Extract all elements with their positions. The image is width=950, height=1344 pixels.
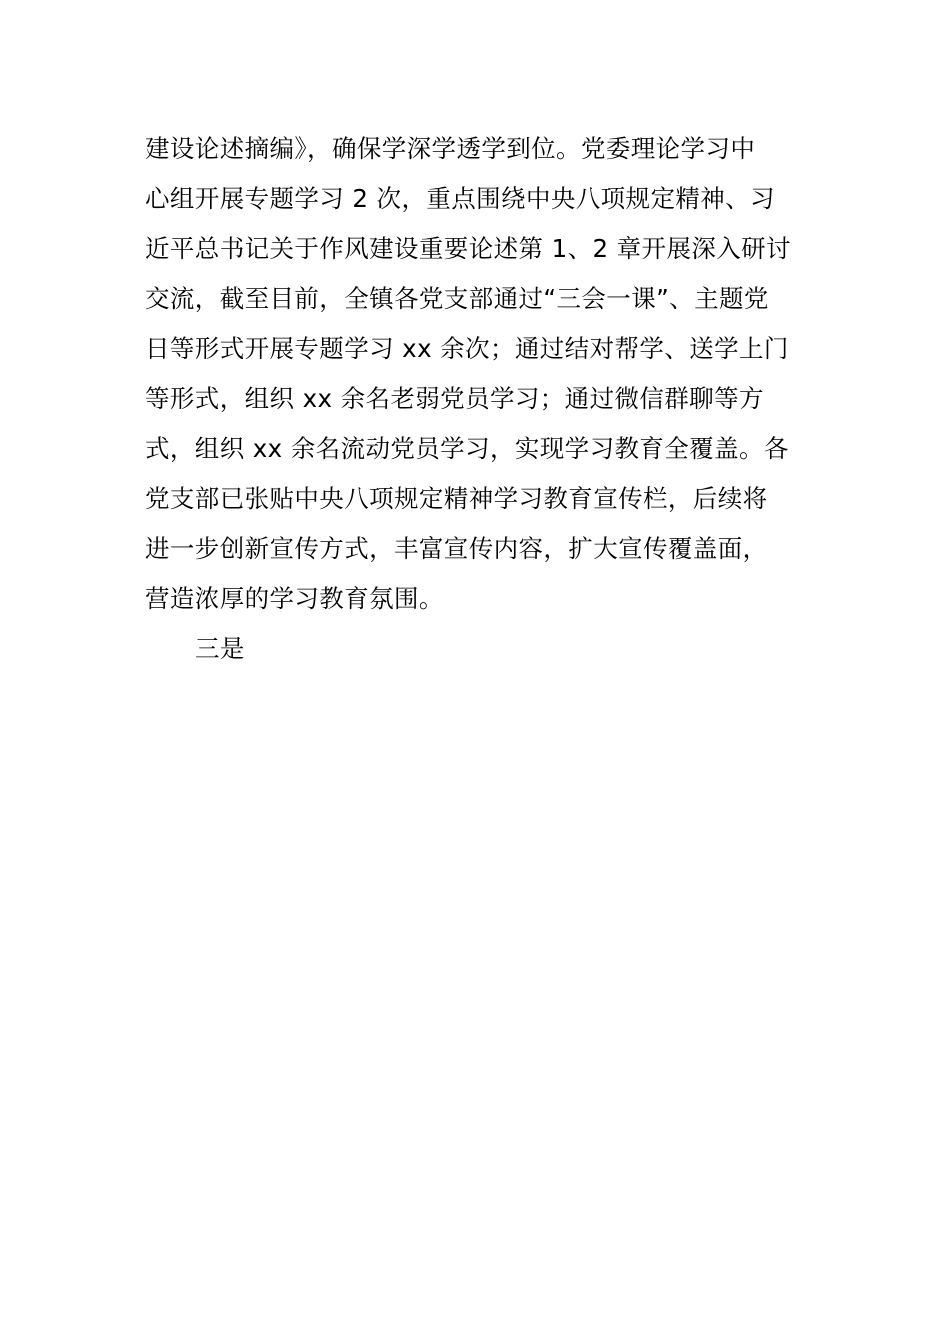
text-line: 党支部已张贴中央八项规定精神学习教育宣传栏，后续将	[145, 484, 768, 513]
text-line: 心组开展专题学习 2 次，重点围绕中央八项规定精神、习	[145, 184, 775, 213]
text-line: 等形式，组织 xx 余名老弱党员学习；通过微信群聊等方	[145, 384, 764, 413]
text-line: 交流，截至目前，全镇各党支部通过“三会一课”、主题党	[145, 284, 769, 313]
text-line: 式，组织 xx 余名流动党员学习，实现学习教育全覆盖。各	[145, 434, 789, 463]
text-line: 近平总书记关于作风建设重要论述第 1、2 章开展深入研讨	[145, 234, 791, 263]
text-line: 建设论述摘编》，确保学深学透学到位。党委理论学习中	[145, 134, 756, 163]
text-line: 进一步创新宣传方式，丰富宣传内容，扩大宣传覆盖面，	[145, 534, 768, 563]
text-line: 营造浓厚的学习教育氛围。	[145, 584, 444, 613]
paragraph-start: 三是	[195, 634, 245, 663]
text-line: 日等形式开展专题学习 xx 余次；通过结对帮学、送学上门	[145, 334, 789, 363]
body-text	[145, 124, 815, 674]
